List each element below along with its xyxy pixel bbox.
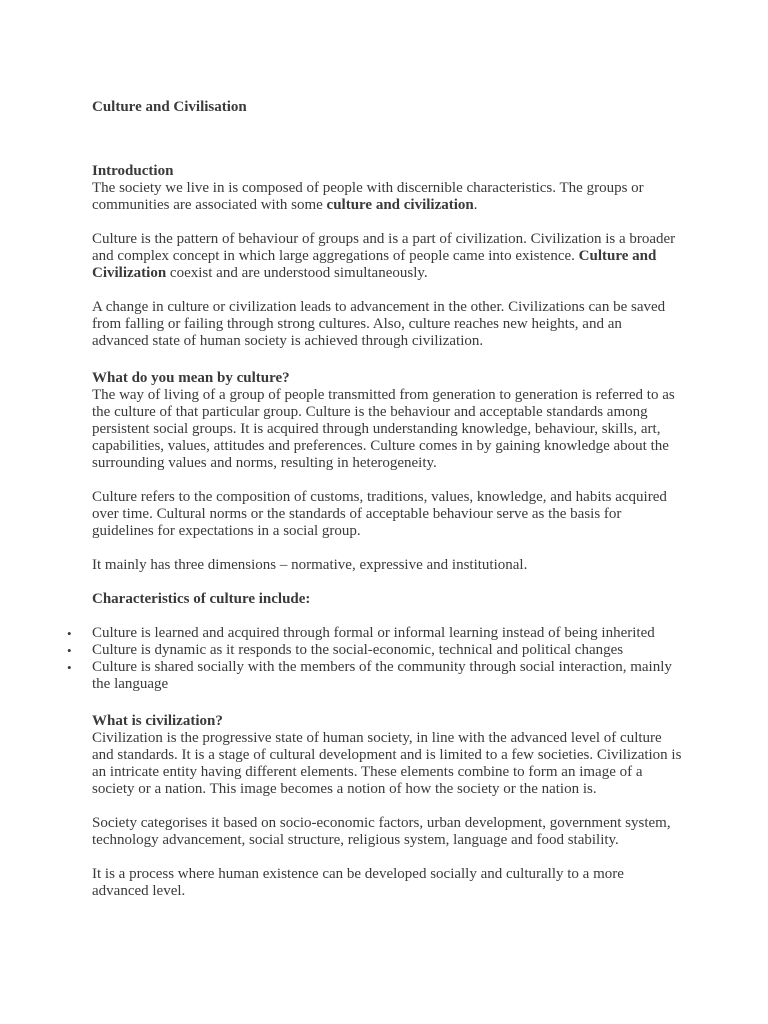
characteristics-list bbox=[92, 625, 682, 693]
intro-paragraph-1: The society we live in is composed of people with discernible characteristics. The groups or communities are associated with some culture and civilization. bbox=[92, 180, 644, 213]
intro-paragraph-3: A change in culture or civilization leads to advancement in the other. Civilizations can be saved from falling or failing through strong cultures. Also, culture reaches new heights, and an advanced state of human society is achieved through civilization. bbox=[92, 299, 666, 349]
civilization-paragraph-2: Society categorises it based on socio-economic factors, urban development, government system, technology advancement, social structure, religious system, language and food stability. bbox=[92, 815, 671, 848]
list-item: • Culture is shared socially with the members of the community through social interaction, mainly the language bbox=[92, 659, 682, 693]
intro-heading: Introduction bbox=[92, 163, 174, 179]
culture-paragraph-3: It mainly has three dimensions – normative, expressive and institutional. bbox=[92, 557, 528, 573]
culture-heading: What do you mean by culture? bbox=[92, 370, 290, 386]
civilization-paragraph-3: It is a process where human existence can be developed socially and culturally to a more advanced level. bbox=[92, 866, 624, 899]
characteristics-heading: Characteristics of culture include: bbox=[92, 591, 311, 607]
document-title: Culture and Civilisation bbox=[92, 99, 247, 115]
intro-paragraph-2: Culture is the pattern of behaviour of groups and is a part of civilization. Civilization is a broader and complex concept in which large aggregations of people came into existence. Culture and Civilization coexist and are understood simultaneously. bbox=[92, 231, 676, 281]
list-item: • Culture is dynamic as it responds to the social-economic, technical and political changes bbox=[92, 642, 682, 659]
culture-paragraph-1: The way of living of a group of people transmitted from generation to generation is referred to as the culture of that particular group. Culture is the behaviour and acceptable standards among persistent social groups. It is acquired through understanding knowledge, behaviour, skills, art, capabilities, values, attitudes and preferences. Culture comes in by gaining knowledge about the surrounding values and norms, resulting in heterogeneity. bbox=[92, 387, 675, 471]
intro-bold-phrase-1: culture and civilization bbox=[326, 197, 474, 213]
civilization-paragraph-1: Civilization is the progressive state of human society, in line with the advanced level of culture and standards. It is a stage of cultural development and is limited to a few societies. Civilization is an intricate entity having different elements. These elements combine to form an image of a society or a nation. This image becomes a notion of how the society or the nation is. bbox=[92, 730, 682, 797]
civilization-heading: What is civilization? bbox=[92, 713, 223, 729]
document-content bbox=[92, 99, 682, 900]
intro-bold-phrase-2: Culture and Civilization bbox=[92, 248, 657, 281]
list-item: • Culture is learned and acquired through formal or informal learning instead of being inherited bbox=[92, 625, 682, 642]
culture-paragraph-2: Culture refers to the composition of customs, traditions, values, knowledge, and habits acquired over time. Cultural norms or the standards of acceptable behaviour serve as the basis for guidelines for expectations in a social group. bbox=[92, 489, 667, 539]
